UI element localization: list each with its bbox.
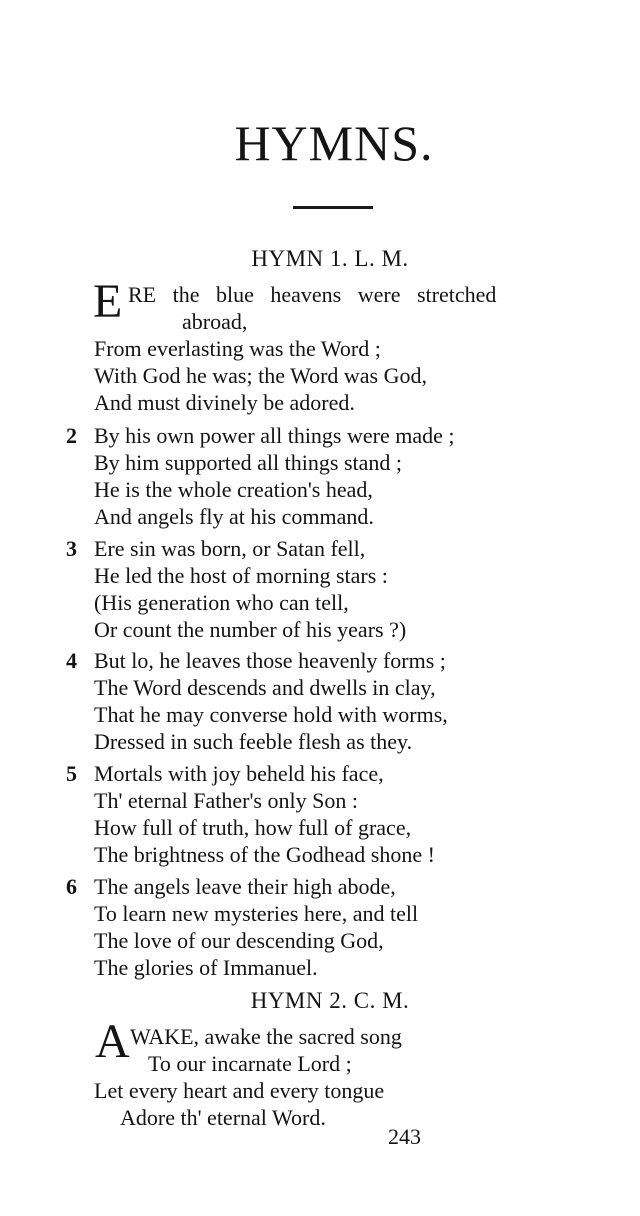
hymn-1-heading: HYMN 1. L. M. (251, 246, 409, 271)
hymn-1-first-line: RE the blue heavens were stretched (128, 282, 497, 307)
stanza-line: Or count the number of his years ?) (94, 617, 407, 642)
stanza-line: To learn new mysteries here, and tell (94, 901, 419, 926)
stanza-line: (His generation who can tell, (94, 590, 349, 615)
stanza-line: He led the host of morning stars : (94, 563, 388, 588)
stanza-line: By him supported all things stand ; (94, 450, 402, 475)
hymn-2-heading: HYMN 2. C. M. (250, 988, 410, 1013)
stanza-line: The love of our descending God, (94, 928, 384, 953)
stanza-line: The brightness of the Godhead shone ! (94, 842, 435, 867)
stanza-line: And angels fly at his command. (94, 504, 374, 529)
stanza-line: How full of truth, how full of grace, (94, 815, 412, 840)
stanza-number: 6 (66, 874, 77, 899)
stanza-number: 4 (66, 648, 77, 673)
hymn-1-stanza-1-line-4: And must divinely be adored. (94, 390, 355, 415)
hymn-1-drop-cap: E (93, 275, 123, 328)
stanza-line: By his own power all things were made ; (94, 423, 455, 448)
hymn-2-first-line: WAKE, awake the sacred song (130, 1024, 402, 1049)
page-number: 243 (388, 1124, 421, 1149)
hymn-1-stanza-1-line-3: With God he was; the Word was God, (94, 363, 427, 388)
stanza-line: But lo, he leaves those heavenly forms ; (94, 648, 446, 673)
hymn-2-line-4: Adore th' eternal Word. (120, 1105, 326, 1130)
stanza-line: He is the whole creation's head, (94, 477, 373, 502)
title-rule (293, 206, 373, 209)
page-title: HYMNS. (234, 115, 434, 171)
stanza-number: 2 (66, 423, 77, 448)
hymn-1-stanza-1-line-2: From everlasting was the Word ; (94, 336, 381, 361)
stanza-line: Ere sin was born, or Satan fell, (94, 536, 366, 561)
hymn-1-first-line-cont: abroad, (182, 309, 248, 334)
stanza-line: That he may converse hold with worms, (94, 702, 448, 727)
stanza-number: 5 (66, 761, 77, 786)
hymn-2-line-3: Let every heart and every tongue (94, 1078, 385, 1103)
stanza-line: The Word descends and dwells in clay, (94, 675, 436, 700)
stanza-line: The angels leave their high abode, (94, 874, 396, 899)
hymn-2-line-2: To our incarnate Lord ; (148, 1051, 352, 1076)
stanza-line: The glories of Immanuel. (94, 955, 318, 980)
hymn-2-drop-cap: A (95, 1015, 130, 1068)
stanza-number: 3 (66, 536, 77, 561)
stanza-line: Th' eternal Father's only Son : (94, 788, 358, 813)
stanza-line: Dressed in such feeble flesh as they. (94, 729, 413, 754)
stanza-line: Mortals with joy beheld his face, (94, 761, 384, 786)
